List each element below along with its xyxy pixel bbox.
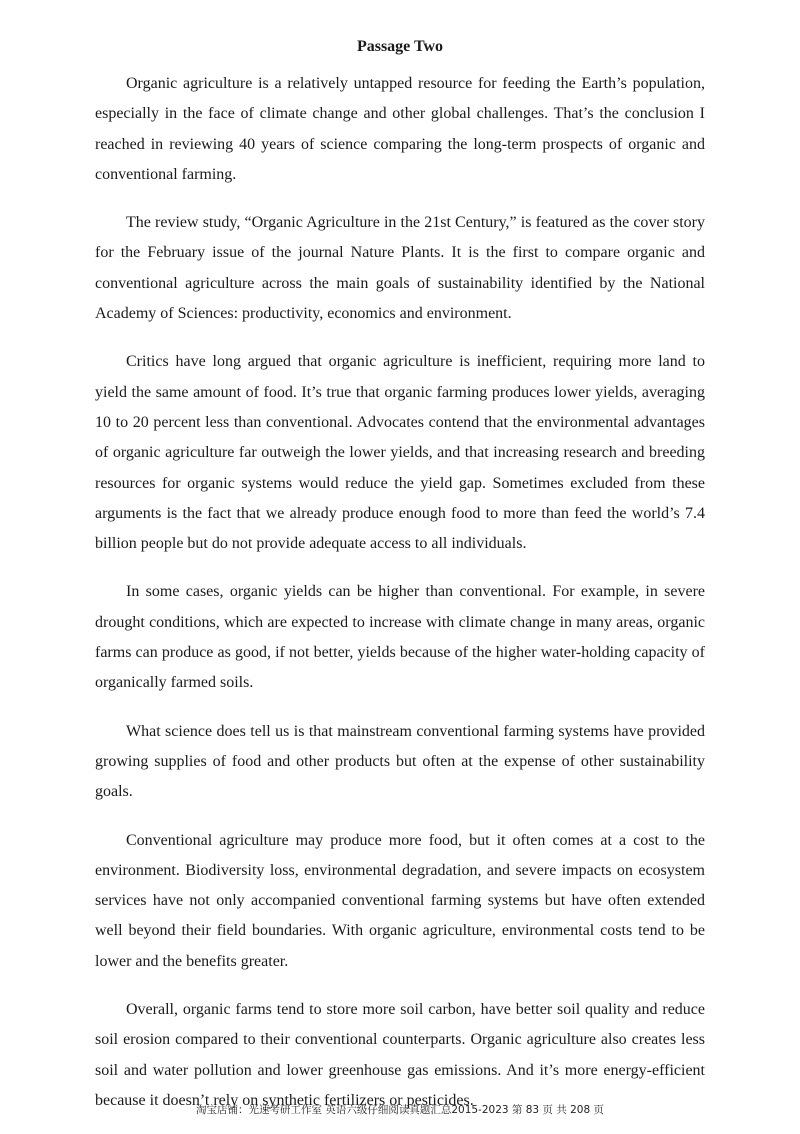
paragraph-4: In some cases, organic yields can be higher than conventional. For example, in severe drought conditions, which are expected to increase with climate change in many areas, organic farms can produce as good, if not better, yields because of the higher water-holding capacity of organically farmed soils. bbox=[95, 583, 705, 692]
paragraph-6: Conventional agriculture may produce more food, but it often comes at a cost to the environment. Biodiversity loss, environmental degradation, and severe impacts on ecosystem services have not only accompanied conventional farming systems but have often extended well beyond their field boundaries. With organic agriculture, environmental costs tend to be lower and the benefits greater. bbox=[95, 831, 705, 970]
page-footer: 淘宝店铺：光速考研工作室 英语六级仔细阅读真题汇总2015-2023 第 83 页 共 208 页 bbox=[196, 1104, 604, 1116]
paragraph-7: Overall, organic farms tend to store more soil carbon, have better soil quality and reduce soil erosion compared to their conventional counterparts. Organic agriculture also creates less soil and water pollution and lower greenhouse gas emissions. And it’s more energy-efficient because it doesn’t rely on synthetic fertilizers or pesticides. bbox=[95, 1001, 705, 1109]
paragraph-2: The review study, “Organic Agriculture in the 21st Century,” is featured as the cover story for the February issue of the journal Nature Plants. It is the first to compare organic and conventional agriculture across the main goals of sustainability identified by the National Academy of Sciences: productivity, economics and environment. bbox=[95, 214, 705, 323]
passage-title: Passage Two bbox=[356, 38, 444, 55]
paragraph-5: What science does tell us is that mainstream conventional farming systems have provided growing supplies of food and other products but often at the expense of other sustainability goals. bbox=[95, 722, 705, 801]
paragraph-3: Critics have long argued that organic agriculture is inefficient, requiring more land to yield the same amount of food. It’s true that organic farming produces lower yields, averaging 10 to 20 percent less than conventional. Advocates contend that the environmental advantages of organic agriculture far outweigh the lower yields, and that increasing research and breeding resources for organic systems would reduce the yield gap. Sometimes excluded from these arguments is the fact that we already produce enough food to more than feed the world’s 7.4 billion people but do not provide adequate access to all individuals. bbox=[95, 353, 705, 553]
passage-body bbox=[95, 69, 705, 1134]
paragraph-1: Organic agriculture is a relatively untapped resource for feeding the Earth’s population, especially in the face of climate change and other global challenges. That’s the conclusion I reached in reviewing 40 years of science comparing the long-term prospects of organic and conventional farming. bbox=[95, 75, 705, 183]
